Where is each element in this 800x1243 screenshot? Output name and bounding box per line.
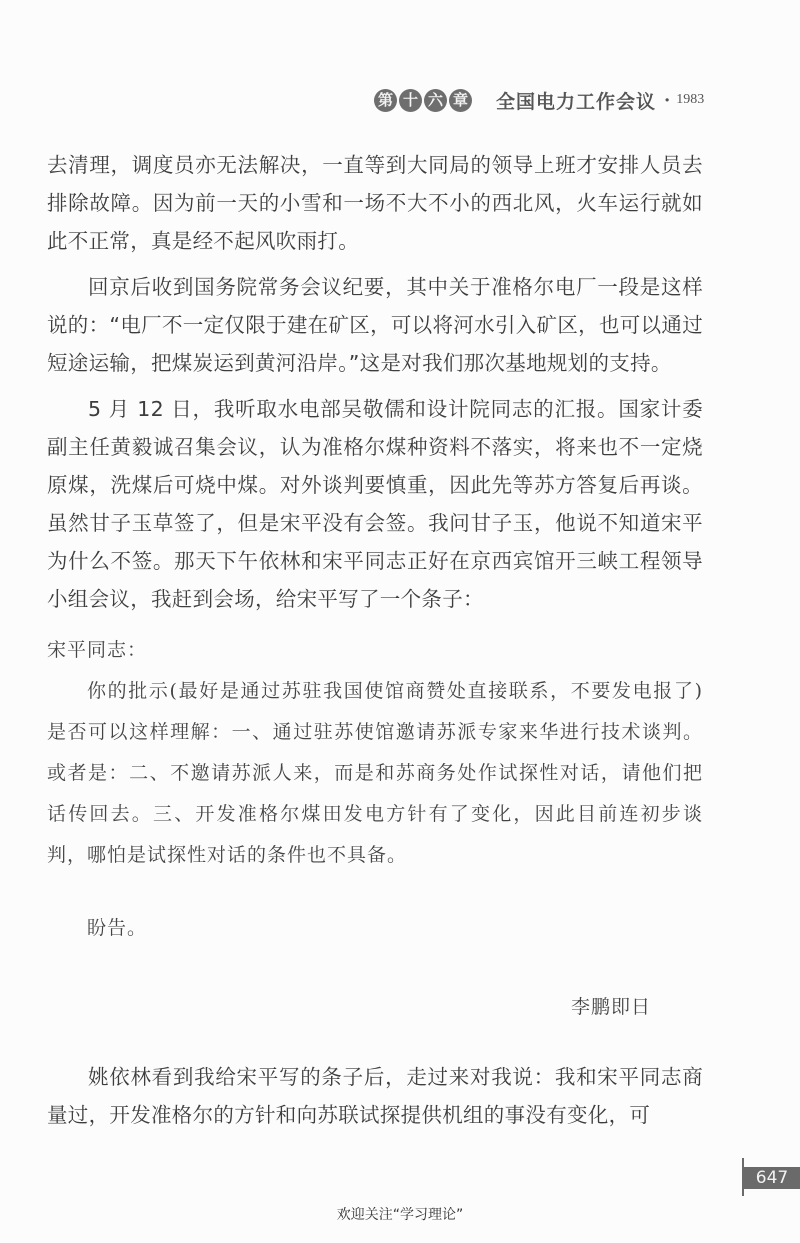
chapter-badge: 第 xyxy=(374,89,397,112)
separator-dot: · xyxy=(664,89,671,111)
letter-closing: 盼告。 xyxy=(87,917,148,939)
paragraph-continued: 去清理，调度员亦无法解决，一直等到大同局的领导上班才安排人员去排除故障。因为前一天的小雪和一场不大不小的西北风，火车运行就如此不正常，真是经不起风吹雨打。 xyxy=(47,153,703,253)
chapter-badges xyxy=(374,89,472,112)
page-body xyxy=(47,146,703,1134)
footer-watermark: 欢迎关注“学习理论” xyxy=(336,1207,464,1223)
paragraph: 姚依林看到我给宋平写的条子后，走过来对我说：我和宋平同志商量过，开发准格尔的方针和向苏联试探提供机组的事没有变化，可 xyxy=(47,1065,703,1127)
letter-body: 你的批示(最好是通过苏驻我国使馆商赞处直接联系，不要发电报了)是否可以这样理解：一、通过驻苏使馆邀请苏派专家来华进行技术谈判。或者是：二、不邀请苏派人来，而是和苏商务处作试探性对话，请他们把话传回去。三、开发准格尔煤田发电方针有了变化，因此目前连初步谈判，哪怕是试探性对话的条件也不具备。 xyxy=(47,680,703,866)
letter-signature: 李鹏即日 xyxy=(570,996,651,1018)
chapter-year: 1983 xyxy=(676,92,705,107)
chapter-title: 全国电力工作会议 xyxy=(496,90,657,113)
page-number: 647 xyxy=(744,1167,800,1189)
chapter-badge: 章 xyxy=(449,89,472,112)
chapter-badge: 六 xyxy=(424,89,447,112)
paragraph: 5 月 12 日，我听取水电部吴敬儒和设计院同志的汇报。国家计委副主任黄毅诚召集会议，认为准格尔煤种资料不落实，将来也不一定烧原煤，洗煤后可烧中煤。对外谈判要慎重，因此先等苏方答复后再谈。虽然甘子玉草签了，但是宋平没有会签。我问甘子玉，他说不知道宋平为什么不签。那天下午依林和宋平同志正好在京西宾馆开三峡工程领导小组会议，我赶到会场，给宋平写了一个条子： xyxy=(47,397,703,611)
running-header xyxy=(374,84,704,116)
letter-salutation: 宋平同志： xyxy=(47,639,148,661)
paragraph: 回京后收到国务院常务会议纪要，其中关于准格尔电厂一段是这样说的：“电厂不一定仅限于建在矿区，可以将河水引入矿区，也可以通过短途运输，把煤炭运到黄河沿岸。”这是对我们那次基地规划的支持。 xyxy=(47,275,703,375)
quoted-letter xyxy=(47,630,703,1028)
chapter-badge: 十 xyxy=(399,89,422,112)
